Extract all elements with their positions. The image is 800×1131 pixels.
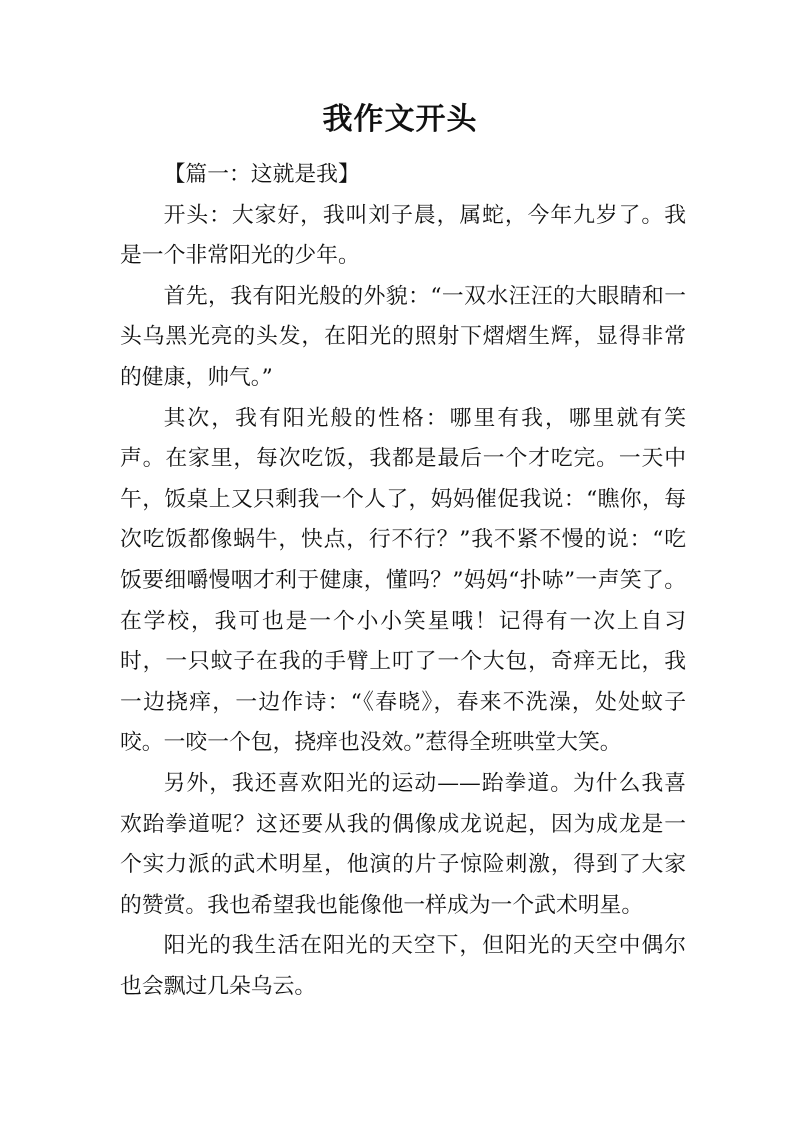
paragraph-closing: 阳光的我生活在阳光的天空下，但阳光的天空中偶尔也会飘过几朵乌云。	[120, 933, 686, 999]
paragraph-opening: 开头：大家好，我叫刘子晨，属蛇，今年九岁了。我是一个非常阳光的少年。	[120, 202, 686, 269]
document-title: 我作文开头	[322, 102, 478, 137]
paragraph-taekwondo: 另外，我还喜欢阳光的运动——跆拳道。为什么我喜欢跆拳道呢？这还要从我的偶像成龙说起，因为成龙是一个实力派的武术明星，他演的片子惊险刺激，得到了大家的赞赏。我也希望我也能像他一样成为一个武术明星。	[120, 770, 686, 918]
section-heading: 【篇一：这就是我】	[163, 162, 360, 187]
paragraph-appearance: 首先，我有阳光般的外貌：“一双水汪汪的大眼睛和一头乌黑光亮的头发，在阳光的照射下熠熠生辉，显得非常的健康，帅气。”	[120, 283, 686, 390]
document-body	[120, 155, 686, 1007]
paragraph-personality: 其次，我有阳光般的性格：哪里有我，哪里就有笑声。在家里，每次吃饭，我都是最后一个才吃完。一天中午，饭桌上又只剩我一个人了，妈妈催促我说：“瞧你，每次吃饭都像蜗牛，快点，行不行？”我不紧不慢的说：“吃饭要细嚼慢咽才利于健康，懂吗？”妈妈“扑哧”一声笑了。在学校，我可也是一个小小笑星哦！记得有一次上自习时，一只蚊子在我的手臂上叮了一个大包，奇痒无比，我一边挠痒，一边作诗：“《春晓》，春来不洗澡，处处蚊子咬。一咬一个包，挠痒也没效。”惹得全班哄堂大笑。	[120, 405, 686, 756]
